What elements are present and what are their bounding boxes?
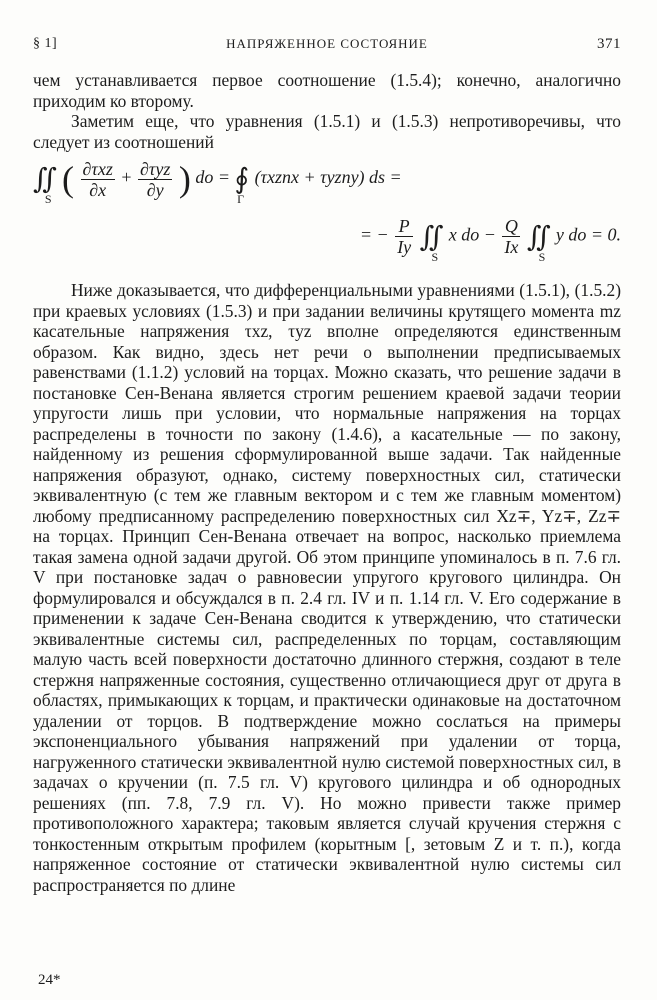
contour-integral-icon: ∮ (234, 164, 250, 195)
intro-text (33, 70, 621, 152)
double-integral-icon: ∬ (419, 221, 444, 253)
fraction-p-iy: $\frac{P}{Iy}$ (397, 216, 412, 257)
formula-row-1: $∬_S$ ( $\frac{\text{∂τxz}}{\partial x}$ + $\frac{\text{∂τyz}}{\partial y}$ ) do = $∮_\Gamma$ (τxznx + τyzny) ds = (33, 158, 402, 207)
fraction-q-ix: $\frac{Q}{Ix}$ (504, 216, 519, 257)
page-header (33, 36, 621, 56)
intro-paragraph-1: чем устанавливается первое соотношение (1.5.4); конечно, аналогично приходим ко второму. (33, 70, 621, 111)
fraction-dtyz-dy: $\frac{\text{∂τyz}}{\partial y}$ (140, 158, 171, 200)
main-text (33, 280, 621, 895)
page-number: 371 (597, 36, 621, 52)
running-title: НАПРЯЖЕННОЕ СОСТОЯНИЕ (226, 36, 428, 51)
formula-row-2: = − $\frac{P}{Iy}$ $∬_S$ x do − $\frac{Q}{Ix}$ $∬_S$ y do = 0. (359, 216, 621, 264)
signature-mark: 24* (38, 972, 61, 988)
section-marker: § 1] (33, 36, 58, 51)
double-integral-icon: ∬ (33, 164, 57, 195)
double-integral-icon: ∬ (526, 221, 551, 253)
main-paragraph: Ниже доказывается, что дифференциальными уравнениями (1.5.1), (1.5.2) при краевых условиях (1.5.3) и при задании величины крутящего момента mz касательные напряжения τxz, τyz вполне определяются единственным образом. Как видно, здесь нет речи о выполнении предписываемых равенствами (1.1.2) условий на торцах. Можно сказать, что решение задачи в постановке Сен-Венана является строгим решением краевой задачи теории упругости лишь при условии, что нормальные напряжения на торцах распределены в точности по закону (1.4.6), а касательные — по закону, найденному из решения сформулированной выше задачи. Так найденные напряжения образуют, однако, систему поверхностных сил, статически эквивалентную (с тем же главным вектором и с тем же главным моментом) любому предписанному распределению поверхностных сил Xz∓, Yz∓, Zz∓ на торцах. Принцип Сен-Венана отвечает на вопрос, насколько приемлема такая замена одной задачи другой. Об этом принципе упоминалось в п. 7.6 гл. V при постановке задач о равновесии упругого кругового цилиндра. Он формулировался и обсуждался в п. 2.4 гл. IV и п. 1.14 гл. V. Его содержание в применении к задаче Сен-Венана сводится к утверждению, что статически эквивалентные системы сил, распределенных по торцам, составляющим малую часть всей поверхности достаточно длинного стержня, создают в теле стержня напряженные состояния, существенно отличающиеся друг от друга в областях, примыкающих к торцам, и практически одинаковые на достаточном удалении от торцов. В подтверждение можно сослаться на примеры экспоненциального убывания напряжений при удалении от торца, нагруженного статически эквивалентной нулю системой поверхностных сил, в задачах о кручении (п. 7.5 гл. V) кругового цилиндра и об однородных решениях (пп. 7.8, 7.9 гл. V). Но можно привести также пример противоположного характера; таковым является случай кручения стержня с тонкостенным открытым профилем (корытным [, зетовым Z и т. п.), когда напряженное состояние от статически эквивалентной нулю системы сил распространяется по длине (33, 280, 621, 895)
formula-rhs: (τxznx + τyzny) ds = (254, 167, 402, 188)
fraction-dtxz-dx: $\frac{\text{∂τxz}}{\partial x}$ (82, 158, 113, 200)
intro-paragraph-2: Заметим еще, что уравнения (1.5.1) и (1.5.3) непротиворечивы, что следует из соотношений (33, 111, 621, 152)
